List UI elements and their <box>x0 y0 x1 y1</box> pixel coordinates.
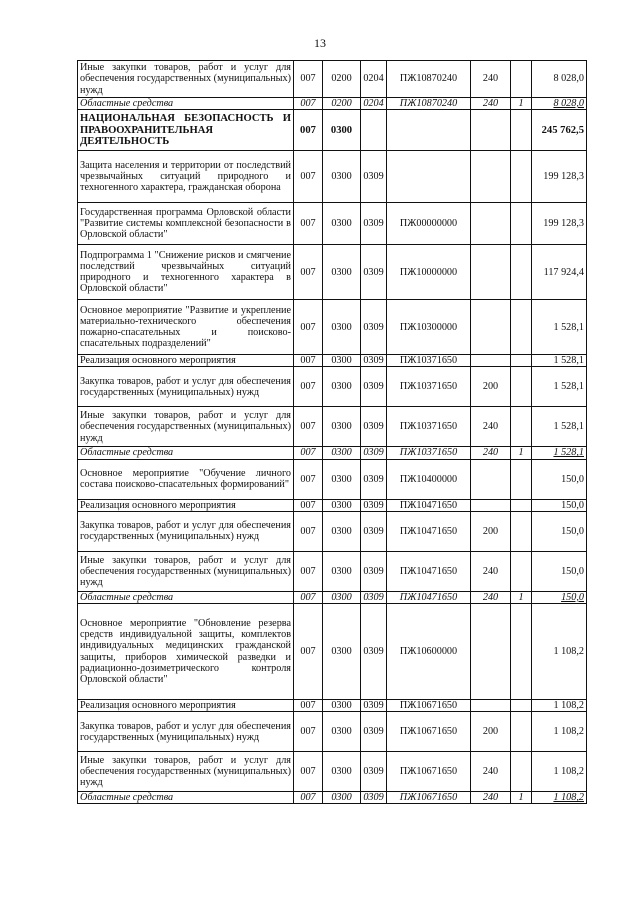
row-ved-code: 007 <box>294 151 323 203</box>
row-subsection-code: 0309 <box>361 511 387 551</box>
row-ved-code: 007 <box>294 203 323 245</box>
row-section-code: 0300 <box>323 110 361 151</box>
row-section-code: 0300 <box>323 355 361 367</box>
row-target-article: ПЖ10371650 <box>387 447 471 459</box>
row-funding-source <box>511 151 532 203</box>
row-funding-source <box>511 300 532 355</box>
row-name: Областные средства <box>78 98 294 110</box>
row-ved-code: 007 <box>294 110 323 151</box>
row-ved-code: 007 <box>294 511 323 551</box>
budget-table-body <box>78 61 587 804</box>
row-section-code: 0300 <box>323 407 361 447</box>
row-amount: 117 924,4 <box>532 245 587 300</box>
row-subsection-code: 0309 <box>361 300 387 355</box>
row-subsection-code: 0309 <box>361 604 387 700</box>
row-subsection-code: 0309 <box>361 792 387 804</box>
page-number: 13 <box>314 36 326 50</box>
row-expense-type <box>471 203 511 245</box>
row-expense-type: 240 <box>471 447 511 459</box>
row-ved-code: 007 <box>294 447 323 459</box>
row-name: Реализация основного мероприятия <box>78 700 294 712</box>
table-row <box>78 203 587 245</box>
funding-row <box>78 591 587 603</box>
row-ved-code: 007 <box>294 407 323 447</box>
row-name: Государственная программа Орловской области "Развитие системы комплексной безопасности в Орловской области" <box>78 203 294 245</box>
table-row <box>78 752 587 792</box>
row-section-code: 0300 <box>323 367 361 407</box>
row-name: Основное мероприятие "Обучение личного состава поисково-спасательных формирований" <box>78 459 294 499</box>
row-target-article <box>387 151 471 203</box>
row-section-code: 0300 <box>323 245 361 300</box>
budget-table <box>77 60 587 804</box>
funding-row <box>78 792 587 804</box>
row-target-article: ПЖ10371650 <box>387 407 471 447</box>
row-target-article: ПЖ10870240 <box>387 61 471 98</box>
row-amount: 1 528,1 <box>532 367 587 407</box>
row-funding-source <box>511 511 532 551</box>
row-target-article: ПЖ10400000 <box>387 459 471 499</box>
row-funding-source <box>511 407 532 447</box>
row-name: Защита населения и территории от последствий чрезвычайных ситуаций природного и техногенного характера, гражданская оборона <box>78 151 294 203</box>
row-target-article: ПЖ10471650 <box>387 551 471 591</box>
row-name: Основное мероприятие "Обновление резерва средств индивидуальной защиты, комплектов индивидуальных медицинских гражданской защиты, приборов химической разведки и радиационно-дозиметрического контроля Орловской области" <box>78 604 294 700</box>
row-expense-type: 240 <box>471 98 511 110</box>
row-subsection-code: 0309 <box>361 355 387 367</box>
row-subsection-code: 0204 <box>361 98 387 110</box>
row-amount: 150,0 <box>532 499 587 511</box>
row-funding-source <box>511 499 532 511</box>
row-ved-code: 007 <box>294 245 323 300</box>
table-row <box>78 712 587 752</box>
row-section-code: 0200 <box>323 61 361 98</box>
row-amount: 1 528,1 <box>532 407 587 447</box>
row-funding-source <box>511 110 532 151</box>
row-subsection-code: 0204 <box>361 61 387 98</box>
row-expense-type: 240 <box>471 792 511 804</box>
row-amount: 245 762,5 <box>532 110 587 151</box>
row-funding-source <box>511 61 532 98</box>
row-expense-type: 200 <box>471 511 511 551</box>
row-expense-type <box>471 110 511 151</box>
row-target-article: ПЖ10300000 <box>387 300 471 355</box>
table-row <box>78 367 587 407</box>
row-funding-source <box>511 712 532 752</box>
row-name: Закупка товаров, работ и услуг для обеспечения государственных (муниципальных) нужд <box>78 367 294 407</box>
row-ved-code: 007 <box>294 98 323 110</box>
row-expense-type <box>471 604 511 700</box>
row-ved-code: 007 <box>294 367 323 407</box>
row-section-code: 0300 <box>323 511 361 551</box>
row-ved-code: 007 <box>294 355 323 367</box>
row-target-article: ПЖ10471650 <box>387 499 471 511</box>
row-amount: 1 528,1 <box>532 447 587 459</box>
table-row <box>78 459 587 499</box>
row-ved-code: 007 <box>294 61 323 98</box>
row-expense-type: 240 <box>471 407 511 447</box>
row-ved-code: 007 <box>294 591 323 603</box>
row-ved-code: 007 <box>294 752 323 792</box>
row-subsection-code: 0309 <box>361 407 387 447</box>
row-funding-source <box>511 245 532 300</box>
row-name: Реализация основного мероприятия <box>78 499 294 511</box>
row-subsection-code: 0309 <box>361 591 387 603</box>
row-expense-type: 200 <box>471 712 511 752</box>
row-expense-type <box>471 499 511 511</box>
row-target-article: ПЖ10000000 <box>387 245 471 300</box>
row-amount: 1 528,1 <box>532 300 587 355</box>
row-name: Иные закупки товаров, работ и услуг для обеспечения государственных (муниципальных) нужд <box>78 61 294 98</box>
table-row <box>78 499 587 511</box>
row-ved-code: 007 <box>294 792 323 804</box>
row-target-article: ПЖ00000000 <box>387 203 471 245</box>
row-name: Закупка товаров, работ и услуг для обеспечения государственных (муниципальных) нужд <box>78 511 294 551</box>
row-expense-type <box>471 300 511 355</box>
row-subsection-code: 0309 <box>361 203 387 245</box>
row-expense-type <box>471 700 511 712</box>
row-ved-code: 007 <box>294 499 323 511</box>
row-name: Областные средства <box>78 792 294 804</box>
row-subsection-code: 0309 <box>361 245 387 300</box>
row-name: Иные закупки товаров, работ и услуг для обеспечения государственных (муниципальных) нужд <box>78 551 294 591</box>
row-amount: 1 528,1 <box>532 355 587 367</box>
row-amount: 1 108,2 <box>532 700 587 712</box>
row-name: НАЦИОНАЛЬНАЯ БЕЗОПАСНОСТЬ И ПРАВООХРАНИТЕЛЬНАЯ ДЕЯТЕЛЬНОСТЬ <box>78 110 294 151</box>
row-target-article: ПЖ10671650 <box>387 700 471 712</box>
row-amount: 1 108,2 <box>532 752 587 792</box>
row-ved-code: 007 <box>294 700 323 712</box>
row-ved-code: 007 <box>294 712 323 752</box>
row-target-article: ПЖ10671650 <box>387 792 471 804</box>
table-row <box>78 245 587 300</box>
table-row <box>78 151 587 203</box>
row-funding-source: 1 <box>511 98 532 110</box>
row-subsection-code: 0309 <box>361 700 387 712</box>
row-name: Реализация основного мероприятия <box>78 355 294 367</box>
row-subsection-code: 0309 <box>361 447 387 459</box>
row-name: Закупка товаров, работ и услуг для обеспечения государственных (муниципальных) нужд <box>78 712 294 752</box>
row-amount: 199 128,3 <box>532 203 587 245</box>
row-name: Иные закупки товаров, работ и услуг для обеспечения государственных (муниципальных) нужд <box>78 752 294 792</box>
row-target-article: ПЖ10671650 <box>387 752 471 792</box>
row-amount: 1 108,2 <box>532 712 587 752</box>
row-funding-source <box>511 604 532 700</box>
row-subsection-code: 0309 <box>361 499 387 511</box>
row-section-code: 0300 <box>323 752 361 792</box>
row-amount: 8 028,0 <box>532 61 587 98</box>
table-row <box>78 700 587 712</box>
row-section-code: 0300 <box>323 459 361 499</box>
table-row <box>78 604 587 700</box>
row-funding-source <box>511 203 532 245</box>
row-funding-source <box>511 752 532 792</box>
row-ved-code: 007 <box>294 551 323 591</box>
row-expense-type: 240 <box>471 591 511 603</box>
row-amount: 150,0 <box>532 591 587 603</box>
row-amount: 150,0 <box>532 551 587 591</box>
row-name: Подпрограмма 1 "Снижение рисков и смягчение последствий чрезвычайных ситуаций природного и техногенного характера в Орловской области" <box>78 245 294 300</box>
funding-row <box>78 447 587 459</box>
table-row <box>78 300 587 355</box>
funding-row <box>78 98 587 110</box>
table-row <box>78 407 587 447</box>
row-ved-code: 007 <box>294 604 323 700</box>
table-row <box>78 355 587 367</box>
section-row <box>78 110 587 151</box>
table-row <box>78 61 587 98</box>
row-section-code: 0300 <box>323 712 361 752</box>
row-name: Областные средства <box>78 447 294 459</box>
row-target-article: ПЖ10870240 <box>387 98 471 110</box>
row-section-code: 0300 <box>323 447 361 459</box>
row-target-article: ПЖ10671650 <box>387 712 471 752</box>
row-amount: 150,0 <box>532 459 587 499</box>
row-subsection-code <box>361 110 387 151</box>
table-row <box>78 551 587 591</box>
row-subsection-code: 0309 <box>361 752 387 792</box>
row-name: Иные закупки товаров, работ и услуг для обеспечения государственных (муниципальных) нужд <box>78 407 294 447</box>
row-expense-type: 200 <box>471 367 511 407</box>
row-expense-type: 240 <box>471 61 511 98</box>
row-funding-source: 1 <box>511 591 532 603</box>
row-target-article <box>387 110 471 151</box>
row-amount: 8 028,0 <box>532 98 587 110</box>
row-section-code: 0300 <box>323 792 361 804</box>
row-expense-type <box>471 459 511 499</box>
row-section-code: 0300 <box>323 151 361 203</box>
row-ved-code: 007 <box>294 300 323 355</box>
row-target-article: ПЖ10371650 <box>387 367 471 407</box>
row-section-code: 0300 <box>323 551 361 591</box>
row-name: Основное мероприятие "Развитие и укрепление материально-технического обеспечения пожарно-спасательных и поисково-спасательных подразделений" <box>78 300 294 355</box>
row-amount: 150,0 <box>532 511 587 551</box>
row-expense-type <box>471 245 511 300</box>
row-expense-type: 240 <box>471 551 511 591</box>
row-target-article: ПЖ10371650 <box>387 355 471 367</box>
row-funding-source <box>511 459 532 499</box>
row-subsection-code: 0309 <box>361 551 387 591</box>
row-subsection-code: 0309 <box>361 712 387 752</box>
row-name: Областные средства <box>78 591 294 603</box>
row-amount: 1 108,2 <box>532 792 587 804</box>
row-subsection-code: 0309 <box>361 367 387 407</box>
row-section-code: 0300 <box>323 700 361 712</box>
row-target-article: ПЖ10471650 <box>387 591 471 603</box>
row-funding-source: 1 <box>511 792 532 804</box>
row-expense-type <box>471 151 511 203</box>
row-funding-source: 1 <box>511 447 532 459</box>
table-row <box>78 511 587 551</box>
row-subsection-code: 0309 <box>361 151 387 203</box>
row-funding-source <box>511 700 532 712</box>
row-funding-source <box>511 551 532 591</box>
row-section-code: 0300 <box>323 604 361 700</box>
row-amount: 199 128,3 <box>532 151 587 203</box>
row-section-code: 0300 <box>323 203 361 245</box>
row-subsection-code: 0309 <box>361 459 387 499</box>
row-expense-type: 240 <box>471 752 511 792</box>
row-target-article: ПЖ10600000 <box>387 604 471 700</box>
row-expense-type <box>471 355 511 367</box>
row-section-code: 0300 <box>323 300 361 355</box>
row-funding-source <box>511 367 532 407</box>
row-section-code: 0300 <box>323 591 361 603</box>
row-amount: 1 108,2 <box>532 604 587 700</box>
row-ved-code: 007 <box>294 459 323 499</box>
row-section-code: 0200 <box>323 98 361 110</box>
row-funding-source <box>511 355 532 367</box>
row-section-code: 0300 <box>323 499 361 511</box>
row-target-article: ПЖ10471650 <box>387 511 471 551</box>
